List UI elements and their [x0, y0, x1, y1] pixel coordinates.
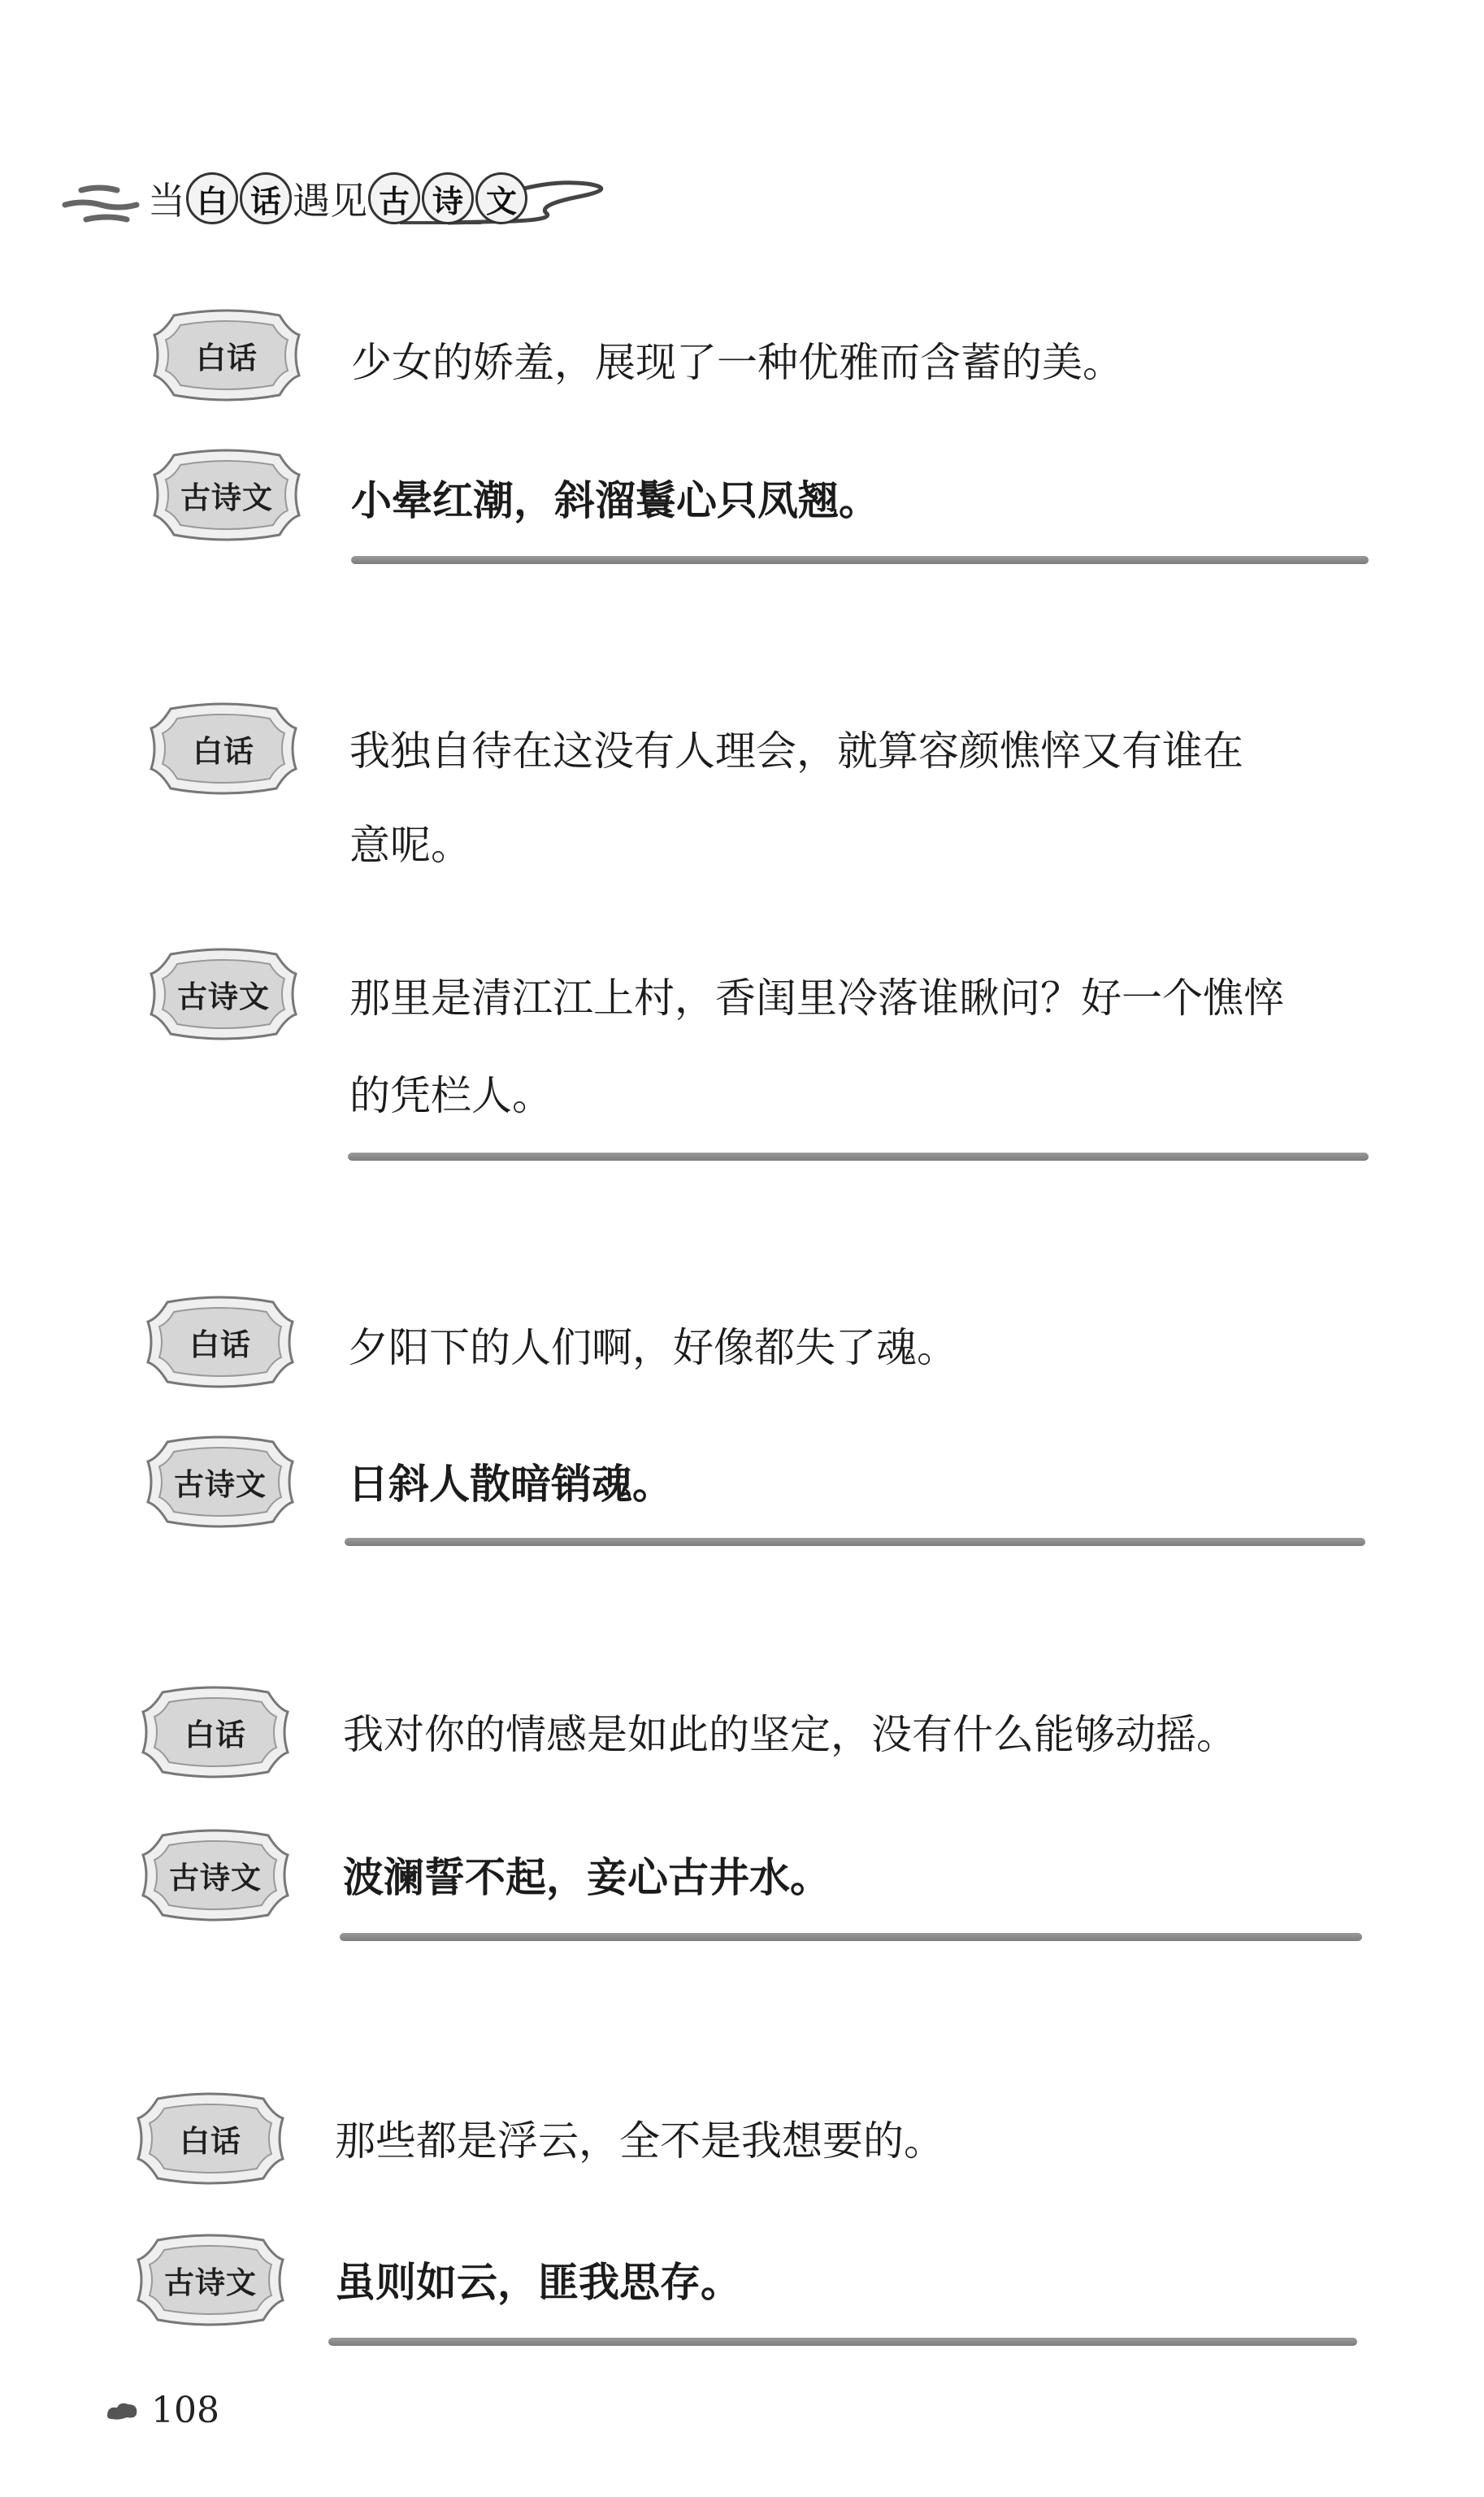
classical-text: 日斜人散暗销魂。 [348, 1461, 673, 1508]
vernacular-text: 少女的娇羞，展现了一种优雅而含蓄的美。 [351, 339, 1123, 386]
classical-label: 古诗文 [180, 480, 273, 515]
vernacular-tag [143, 1294, 297, 1390]
classical-label: 古诗文 [174, 1467, 267, 1502]
vernacular-label: 白话 [184, 1718, 246, 1752]
header-bubble-char: 文 [475, 172, 527, 224]
classical-tag [138, 1827, 293, 1923]
header-part: 遇见 [293, 179, 367, 223]
header-title [148, 172, 528, 224]
entry-divider [345, 1538, 1365, 1546]
vernacular-text: 夕阳下的人们啊，好像都失了魂。 [348, 1324, 957, 1371]
classical-text: 虽则如云，匪我思存。 [335, 2259, 741, 2306]
vernacular-label: 白话 [189, 1327, 251, 1362]
running-header [59, 154, 611, 244]
classical-tag [143, 1434, 297, 1530]
page-number: 108 [151, 2390, 219, 2431]
vernacular-tag [138, 1684, 293, 1780]
entry-divider [340, 1933, 1362, 1941]
entry-divider [348, 1153, 1369, 1161]
vernacular-label: 白话 [193, 734, 254, 769]
header-bubble-char: 白 [186, 172, 238, 224]
classical-text: 小晕红潮，斜溜鬟心只凤翘。 [351, 477, 879, 524]
header-bubble-char: 诗 [422, 172, 474, 224]
classical-label: 古诗文 [169, 1861, 262, 1896]
header-bubble-char: 话 [240, 172, 292, 224]
entry-divider [328, 2338, 1357, 2346]
cloud-folio-icon [104, 2399, 140, 2422]
vernacular-text: 那些都是浮云，全不是我想要的。 [335, 2117, 944, 2165]
classical-tag [150, 447, 304, 543]
vernacular-tag [150, 307, 304, 403]
vernacular-tag [146, 701, 301, 797]
classical-text: 波澜誓不起，妾心古井水。 [343, 1854, 831, 1901]
vernacular-text-line: 我独自待在这没有人理会，就算容颜憔悴又有谁在 [349, 727, 1243, 775]
classical-tag [146, 946, 301, 1042]
header-bubble-char: 古 [368, 172, 420, 224]
vernacular-text: 我对你的情感是如此的坚定，没有什么能够动摇。 [343, 1711, 1237, 1758]
header-part: 当 [148, 179, 185, 223]
classical-text-line: 那里是清江江上村，香闺里冷落谁瞅问？好一个憔悴 [349, 975, 1284, 1022]
vernacular-tag [133, 2091, 288, 2187]
vernacular-text-line: 意呢。 [349, 822, 471, 869]
classical-label: 古诗文 [177, 979, 270, 1014]
vernacular-label: 白话 [196, 341, 258, 376]
classical-tag [133, 2232, 288, 2328]
entry-divider [351, 556, 1369, 564]
vernacular-label: 白话 [180, 2124, 241, 2159]
classical-label: 古诗文 [164, 2265, 257, 2300]
page-folio [104, 2390, 219, 2431]
classical-text-line: 的凭栏人。 [349, 1072, 553, 1119]
